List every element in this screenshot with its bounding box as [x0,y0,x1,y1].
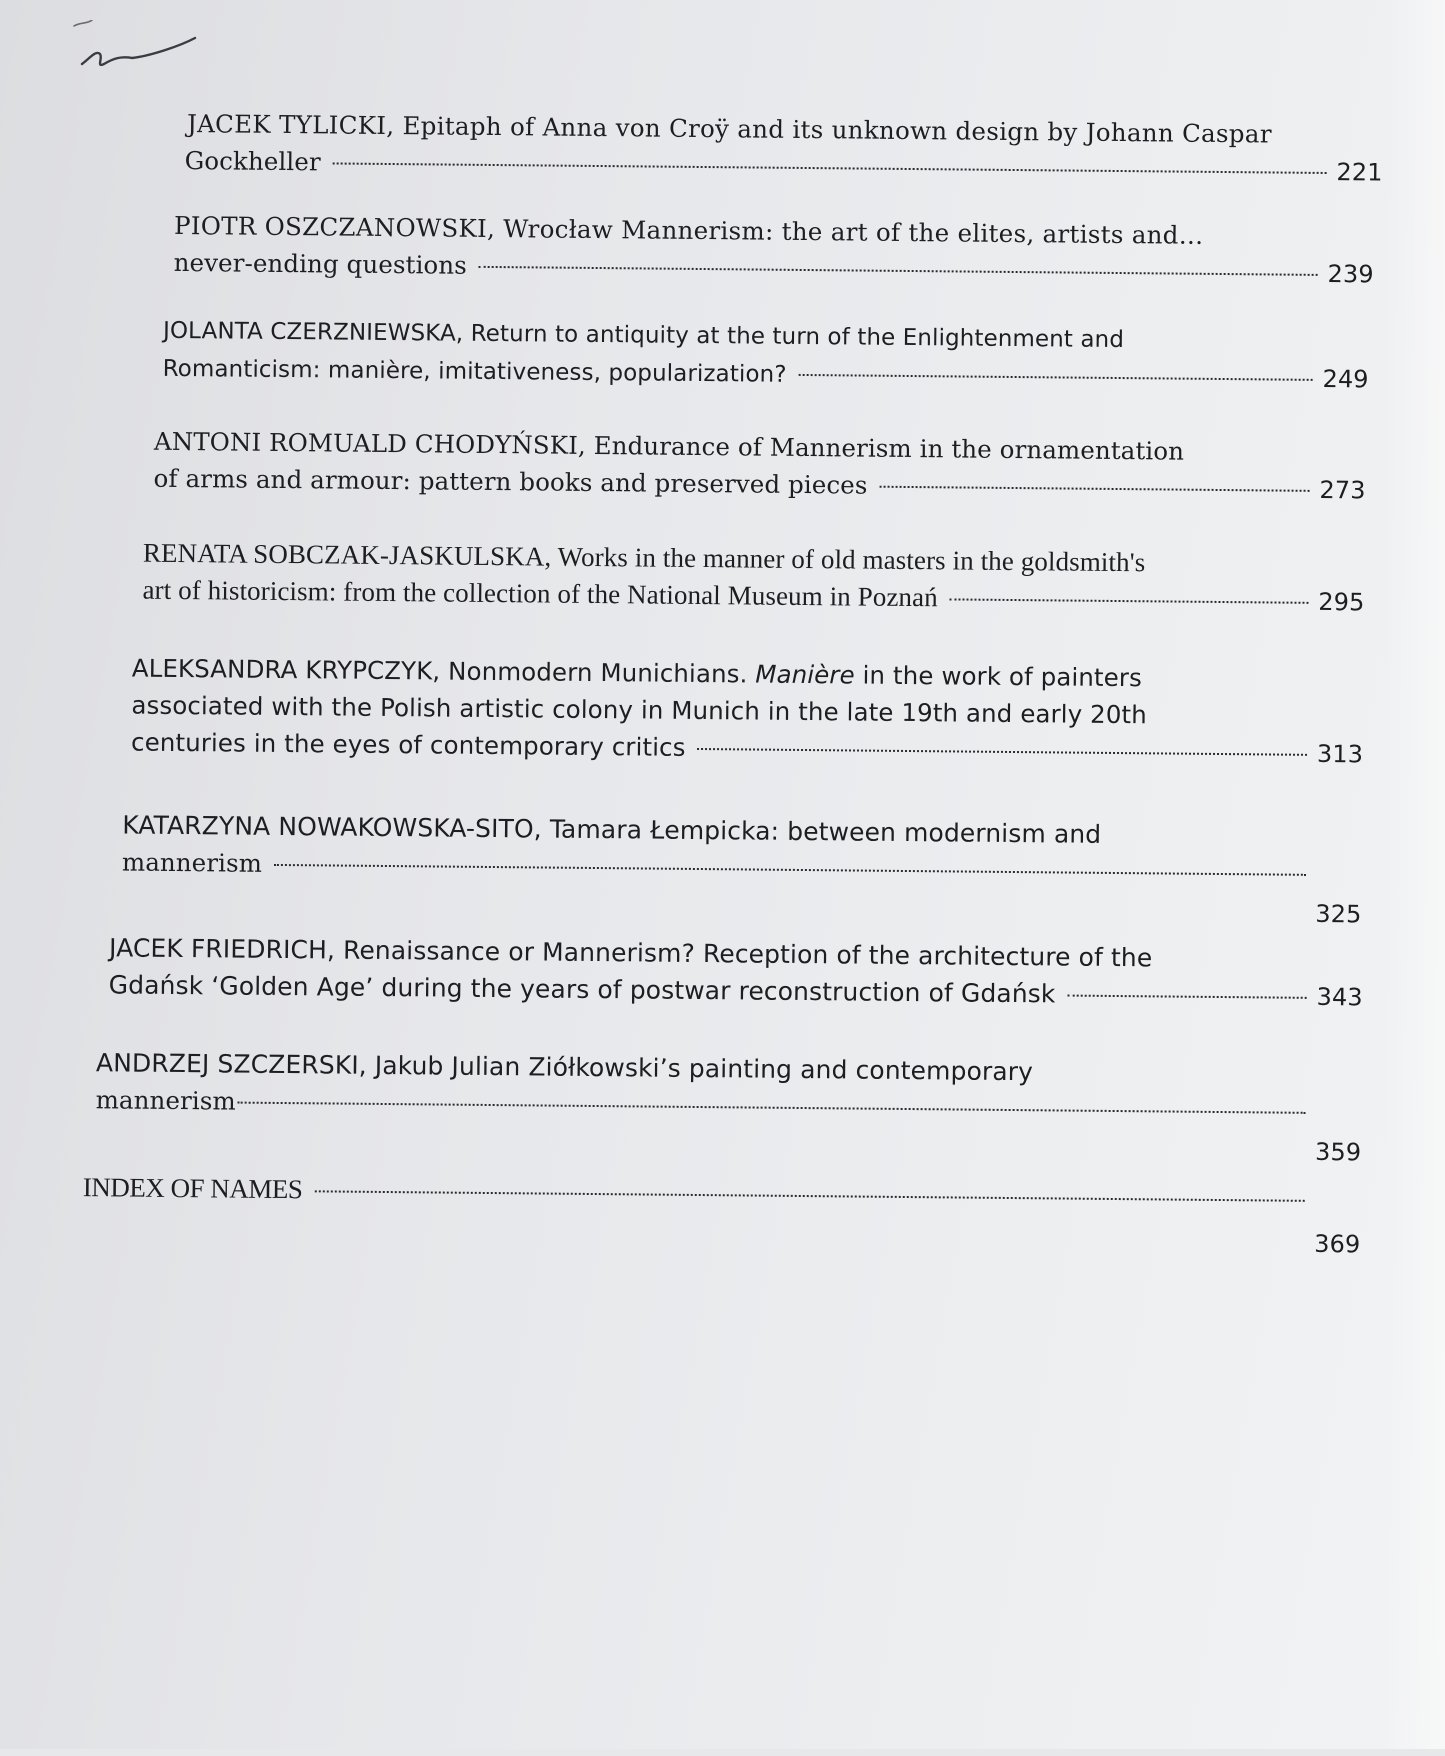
toc-entry[interactable] [174,207,1375,294]
entry-title-end: mannerism [95,1085,236,1116]
entry-title-line: ANTONI ROMUALD CHODYŃSKI, Endurance of Mannerism in the ornamentation [153,426,1185,466]
page-number: 343 [1316,982,1363,1012]
page-number: 295 [1318,587,1365,617]
entry-title-end: INDEX OF NAMES [82,1172,303,1205]
page-number: 325 [1315,899,1362,929]
toc-entry[interactable] [153,423,1366,510]
dot-leader [479,266,1318,276]
page-number: 273 [1319,475,1366,505]
dot-leader [333,162,1327,174]
dot-leader [238,1102,1306,1114]
entry-title-line: RENATA SOBCZAK-JASKULSKA, Works in the manner of old masters in the goldsmith's [142,537,1146,578]
page-number: 239 [1327,260,1374,289]
entry-title-line: JACEK FRIEDRICH, Renaissance or Mannerism? Reception of the architecture of the [108,933,1153,973]
toc-entry[interactable] [162,313,1369,400]
entry-title-author: ALEKSANDRA KRYPCZYK, Nonmodern Munichians. [131,653,756,689]
toc-entry[interactable] [82,1169,1361,1259]
page-number: 313 [1316,739,1364,769]
entry-title-end: of arms and armour: pattern books and preserved pieces [153,463,868,500]
entry-title-rest: in the work of painters [854,660,1143,693]
dot-leader [697,748,1306,756]
entry-last-line [82,1169,1361,1259]
dot-leader [799,374,1313,381]
toc-entry[interactable] [184,105,1383,191]
toc-entry[interactable] [121,806,1363,929]
entry-title-end: Romanticism: manière, imitativeness, popularization? [162,355,787,388]
dot-leader [274,864,1306,876]
entry-title-line: JACEK TYLICKI, Epitaph of Anna von Croÿ and its unknown design by Johann Caspar [186,109,1272,149]
toc-entry[interactable] [131,650,1364,774]
page-number: 221 [1336,158,1383,187]
entry-title-line: associated with the Polish artistic colony in Munich in the late 19th and early 20th [131,690,1147,730]
entry-title-line: JOLANTA CZERZNIEWSKA, Return to antiquity at the turn of the Enlightenment and [162,317,1125,354]
toc-entry[interactable] [109,929,1364,1016]
entry-title-end: never-ending questions [173,247,468,280]
dot-leader [1067,995,1306,999]
entry-title-end: centuries in the eyes of contemporary critics [130,727,686,762]
dot-leader [879,486,1309,492]
entry-title-line: KATARZYNA NOWAKOWSKA-SITO, Tamara Łempicka: between modernism and [122,810,1102,849]
toc-entry[interactable] [142,535,1365,622]
page-number: 369 [1314,1229,1361,1259]
page-number: 359 [1314,1137,1362,1167]
entry-title-end: art of historicism: from the collection of the National Museum in Poznań [142,574,938,613]
entry-title-line: ANDRZEJ SZCZERSKI, Jakub Julian Ziółkowski’s painting and contemporary [95,1048,1034,1087]
entry-title-end: mannerism [121,847,263,878]
entry-title-line: PIOTR OSZCZANOWSKI, Wrocław Mannerism: the art of the elites, artists and… [173,210,1204,250]
dot-leader [950,598,1309,603]
page-number: 249 [1322,364,1369,394]
entry-title-italic: Manière [755,659,855,690]
entry-title-end: Gockheller [184,146,321,177]
entry-title-end: Gdańsk ‘Golden Age’ during the years of postwar reconstruction of Gdańsk [108,970,1056,1009]
toc-entry[interactable] [95,1044,1362,1167]
dot-leader [314,1190,1304,1202]
